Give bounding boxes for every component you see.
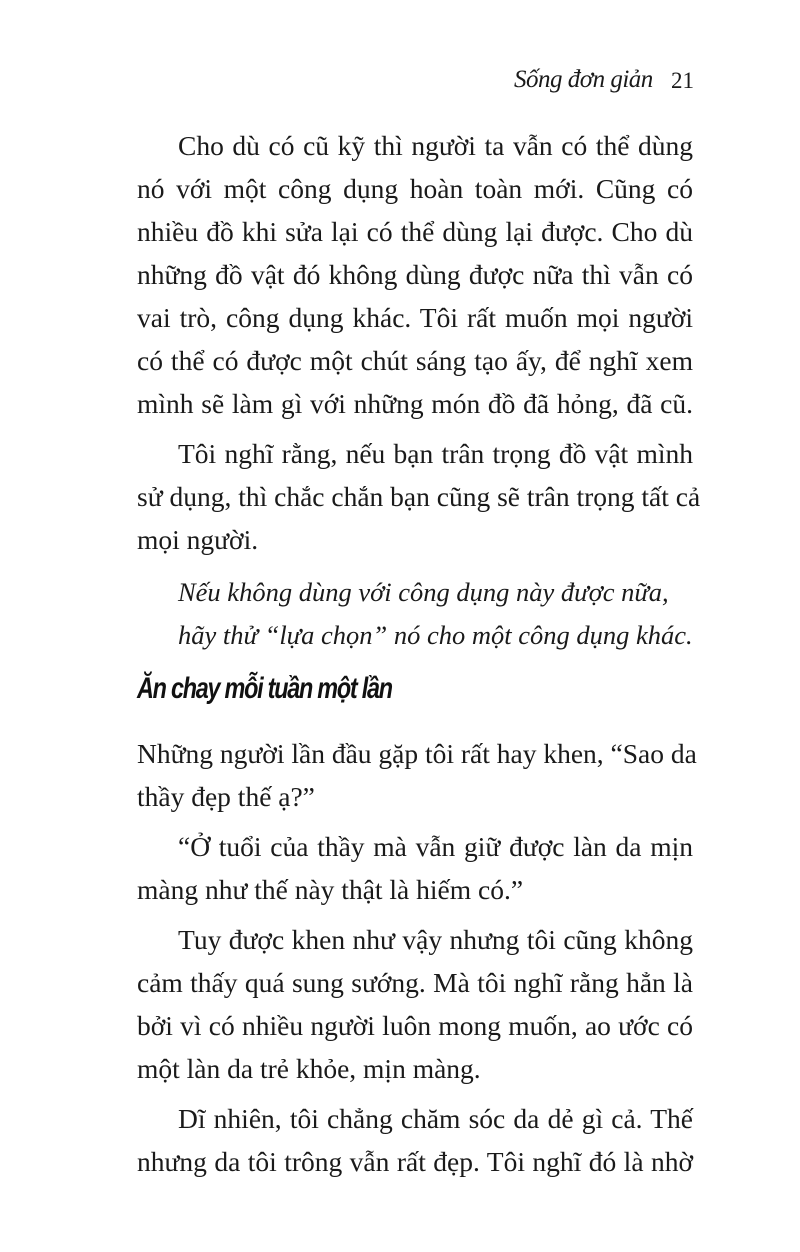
quote-line: Nếu không dùng với công dụng này được nữa, — [178, 577, 669, 607]
text-line: một làn da trẻ khỏe, mịn màng. — [137, 1053, 481, 1084]
text-line: bởi vì có nhiều người luôn mong muốn, ao ước có — [137, 1010, 693, 1041]
text-line: Dĩ nhiên, tôi chẳng chăm sóc da dẻ gì cả. Thế — [178, 1103, 693, 1134]
text-line: sử dụng, thì chắc chắn bạn cũng sẽ trân trọng tất cả — [137, 481, 701, 512]
text-line: Những người lần đầu gặp tôi rất hay khen, “Sao da — [137, 738, 697, 769]
text-line: màng như thế này thật là hiếm có.” — [137, 874, 524, 905]
text-line: nhưng da tôi trông vẫn rất đẹp. Tôi nghĩ đó là nhờ — [137, 1146, 693, 1177]
text-line: Tuy được khen như vậy nhưng tôi cũng không — [178, 924, 693, 955]
text-line: Tôi nghĩ rằng, nếu bạn trân trọng đồ vật mình — [178, 438, 693, 469]
text-line: mọi người. — [137, 524, 259, 555]
text-line: nó với một công dụng hoàn toàn mới. Cũng có — [137, 173, 693, 204]
page-number: 21 — [671, 68, 694, 93]
text-line: những đồ vật đó không dùng được nữa thì vẫn có — [137, 259, 693, 290]
text-line: thầy đẹp thế ạ?” — [137, 781, 315, 812]
section-heading: Ăn chay mỗi tuần một lần — [137, 672, 392, 705]
running-title: Sống đơn giản — [514, 66, 653, 93]
text-line: Cho dù có cũ kỹ thì người ta vẫn có thể dùng — [178, 130, 693, 161]
text-line: mình sẽ làm gì với những món đồ đã hỏng, đã cũ. — [137, 388, 693, 419]
text-line: nhiều đồ khi sửa lại có thể dùng lại được. Cho dù — [137, 216, 693, 247]
running-header — [0, 66, 800, 106]
text-line: vai trò, công dụng khác. Tôi rất muốn mọi người — [137, 302, 693, 333]
quote-line: hãy thử “lựa chọn” nó cho một công dụng khác. — [178, 620, 693, 650]
text-line: “Ở tuổi của thầy mà vẫn giữ được làn da mịn — [178, 831, 693, 862]
text-line: cảm thấy quá sung sướng. Mà tôi nghĩ rằng hẳn là — [137, 967, 693, 998]
text-line: có thể có được một chút sáng tạo ấy, để nghĩ xem — [137, 345, 693, 376]
